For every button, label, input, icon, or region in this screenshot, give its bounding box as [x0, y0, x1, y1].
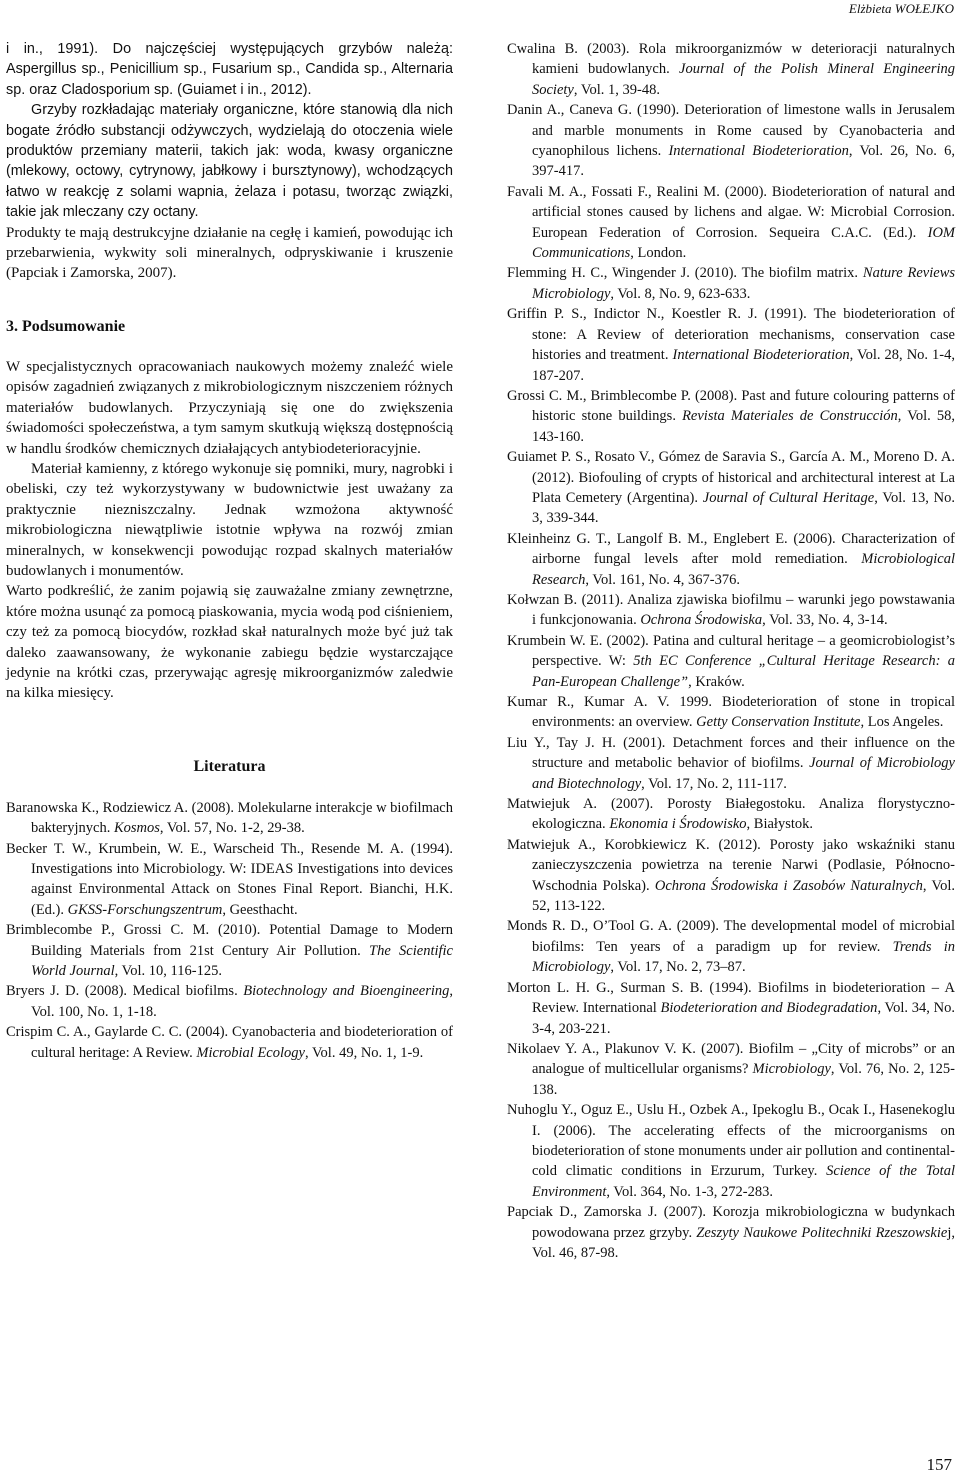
paragraph-summary-1: W specjalistycznych opracowaniach naukowych możemy znaleźć wiele opisów zagadnień związanych z mikrobiologicznym niszczeniem różnych materiałów budowlanych. Przyczyniają się one do zwiększenia świadomości społeczeństwa, a tym samym skutkują większą dostępnością w handlu środków chemicznych działających antybiodeterioracyjnie. [6, 358, 453, 457]
right-column [507, 39, 955, 1263]
reference-item: Cwalina B. (2003). Rola mikroorganizmów w deterioracji naturalnych kamieni budowlanych. Journal of the Polish Mineral Engineering Society, Vol. 1, 39-48. [507, 41, 955, 98]
reference-item: Crispim C. A., Gaylarde C. C. (2004). Cyanobacteria and biodeterioration of cultural heritage: A Review. Microbial Ecology, Vol. 49, No. 1, 1-9. [6, 1024, 453, 1061]
reference-item: Baranowska K., Rodziewicz A. (2008). Molekularne interakcje w biofilmach bakteryjnych. Kosmos, Vol. 57, No. 1-2, 29-38. [6, 799, 453, 837]
paragraph-fungi-metabolism: Grzyby rozkładając materiały organiczne, które stanowią dla nich bogate źródło substancji odżywczych, wydzielają do otoczenia wiele produktów przemiany materii, takich jak: woda, kwasy organiczne (mlekowy, octowy, cytrynowy, jabłkowy i bursztynowy), wchodzących łatwo w reakcję z solami wapnia, żelaza i potasu, tworząc związki, takie jak mleczany czy octany. [6, 102, 453, 221]
reference-item: Bryers J. D. (2008). Medical biofilms. Biotechnology and Bioengineering, Vol. 100, No. 1, 1-18. [6, 983, 453, 1020]
reference-list-right [507, 39, 955, 1263]
reference-item: Becker T. W., Krumbein, W. E., Warscheid Th., Resende M. A. (1994). Investigations into Microbiology. W: IDEAS Investigations into devices against Environmental Attack on Stones Final Report. Bianchi, H.K. (Ed.). GKSS-Forschungszentrum, Geesthacht. [6, 840, 453, 918]
reference-item: Kleinheinz G. T., Langolf B. M., Englebert E. (2006). Characterization of airborne fungal levels after mold remediation. Microbiological Research, Vol. 161, No. 4, 367-376. [507, 530, 955, 588]
reference-item: Monds R. D., O’Tool G. A. (2009). The developmental model of microbial biofilms: Ten years of a paradigm up for review. Trends in Microbiology, Vol. 17, No. 2, 73–87. [507, 918, 955, 976]
reference-item: Danin A., Caneva G. (1990). Deterioration of limestone walls in Jerusalem and marble monuments in Rome caused by Cyanobacteria and cyanophilous lichens. International Biodeterioration, Vol. 26, No. 6, 397-417. [507, 102, 955, 180]
reference-item: Kumar R., Kumar A. V. 1999. Biodeterioration of stone in tropical environments: an overview. Getty Conservation Institute, Los Angeles. [507, 694, 955, 731]
reference-item: Liu Y., Tay J. H. (2001). Detachment forces and their influence on the structure and metabolic behavior of biofilms. Journal of Microbiology and Biotechnology, Vol. 17, No. 2, 111-117. [507, 734, 955, 792]
paragraph-summary-2: Materiał kamienny, z którego wykonuje się pomniki, mury, nagrobki i obeliski, czy też wykorzystywany w budownictwie jest uważany za praktycznie niezniszczalny. Jednak wzmożona aktywność mikrobiologiczna niewątpliwie istotnie wpływa na rozwój zmian mineralnych, w konsekwencji powodując rozpad skalnych materiałów budowlanych i monumentów. [6, 460, 453, 579]
reference-item: Matwiejuk A. (2007). Porosty Białegostoku. Analiza florystyczno-ekologiczna. Ekonomia i Środowisko, Białystok. [507, 796, 955, 833]
paragraph-summary-3: Warto podkreślić, że zanim pojawią się zauważalne zmiany zewnętrzne, które można usunąć za pomocą piaskowania, mycia wodą pod ciśnieniem, czy też za pomocą biocydów, rozkład skał naturalnych może być już tak daleko zaawansowany, że wykonanie zabiegu będzie wystarczające jedynie na krótki czas, przerywając agresję mikroorganizmów zaledwie na kilka miesięcy. [6, 583, 453, 702]
reference-item: Morton L. H. G., Surman S. B. (1994). Biofilms in biodeterioration – A Review. International Biodeterioration and Biodegradation, Vol. 34, No. 3-4, 203-221. [507, 979, 955, 1037]
left-column [6, 39, 453, 1063]
reference-item: Nuhoglu Y., Oguz E., Uslu H., Ozbek A., Ipekoglu B., Ocak I., Hasenekoglu I. (2006). The accelerating effects of the microorganisms on biodeterioration of stone monuments under air pollution and continental-cold climatic conditions in Erzurum, Turkey. Science of the Total Environment, Vol. 364, No. 1-3, 272-283. [507, 1102, 955, 1200]
reference-item: Kołwzan B. (2011). Analiza zjawiska biofilmu – warunki jego powstawania i funkcjonowania. Ochrona Środowiska, Vol. 33, No. 4, 3-14. [507, 591, 955, 629]
reference-item: Krumbein W. E. (2002). Patina and cultural heritage – a geomicrobiologist’s perspective. W: 5th EC Conference „Cultural Heritage Research: a Pan-European Challenge”, Kraków. [507, 632, 956, 690]
running-header: Elżbieta WOŁEJKO [848, 1, 954, 16]
section-heading-summary: 3. Podsumowanie [6, 317, 126, 335]
reference-item: Grossi C. M., Brimblecombe P. (2008). Past and future colouring patterns of historic stone buildings. Revista Materiales de Construcción, Vol. 58, 143-160. [507, 387, 955, 445]
reference-item: Nikolaev Y. A., Plakunov V. K. (2007). Biofilm – „City of microbs” or an analogue of multicellular organisms? Microbiology, Vol. 76, No. 2, 125-138. [507, 1040, 955, 1098]
reference-item: Flemming H. C., Wingender J. (2010). The biofilm matrix. Nature Reviews Microbiology, Vol. 8, No. 9, 623-633. [507, 265, 956, 302]
references-heading: Literatura [193, 757, 266, 775]
reference-item: Brimblecombe P., Grossi C. M. (2010). Potential Damage to Modern Building Materials from 21st Century Air Pollution. The Scientific World Journal, Vol. 10, 116-125. [6, 922, 453, 980]
reference-list-left [6, 798, 453, 1063]
reference-item: Griffin P. S., Indictor N., Koestler R. J. (1991). The biodeterioration of stone: A Review of deterioration mechanisms, conservation case histories and treatment. International Biodeterioration, Vol. 28, No. 1-4, 187-207. [507, 306, 955, 384]
reference-item: Favali M. A., Fossati F., Realini M. (2000). Biodeterioration of natural and artificial stones caused by lichens and algae. W: Microbial Corrosion. European Federation of Corrosion. Sequeira C.A.C. (Ed.). IOM Communications, London. [507, 183, 955, 262]
paragraph-fungi-species: i in., 1991). Do najczęściej występujących grzybów należą: Aspergillus sp., Penicillium sp., Fusarium sp., Candida sp., Alternaria sp. oraz Cladosporium sp. (Guiamet i in., 2012). [6, 41, 453, 98]
paragraph-destructive-effects: Produkty te mają destrukcyjne działanie na cegłę i kamień, powodując ich przebarwienia, wykwity soli mineralnych, odpryskiwanie i kruszenie (Papciak i Zamorska, 2007). [6, 224, 453, 282]
reference-item: Matwiejuk A., Korobkiewicz K. (2012). Porosty jako wskaźniki stanu zanieczyszczenia powietrza na terenie Narwi (Podlasie, Północno-Wschodnia Polska). Ochrona Środowiska i Zasobów Naturalnych, Vol. 52, 113-122. [507, 836, 956, 915]
reference-item: Guiamet P. S., Rosato V., Gómez de Saravia S., García A. M., Moreno D. A. (2012). Biofouling of crypts of historical and architectural interest at La Plata Cemetery (Argentina). Journal of Cultural Heritage, Vol. 13, No. 3, 339-344. [507, 449, 955, 527]
page-number: 157 [926, 1455, 952, 1474]
reference-item: Papciak D., Zamorska J. (2007). Korozja mikrobiologiczna w budynkach powodowana przez grzyby. Zeszyty Naukowe Politechniki Rzeszowskiej, Vol. 46, 87-98. [507, 1204, 955, 1261]
